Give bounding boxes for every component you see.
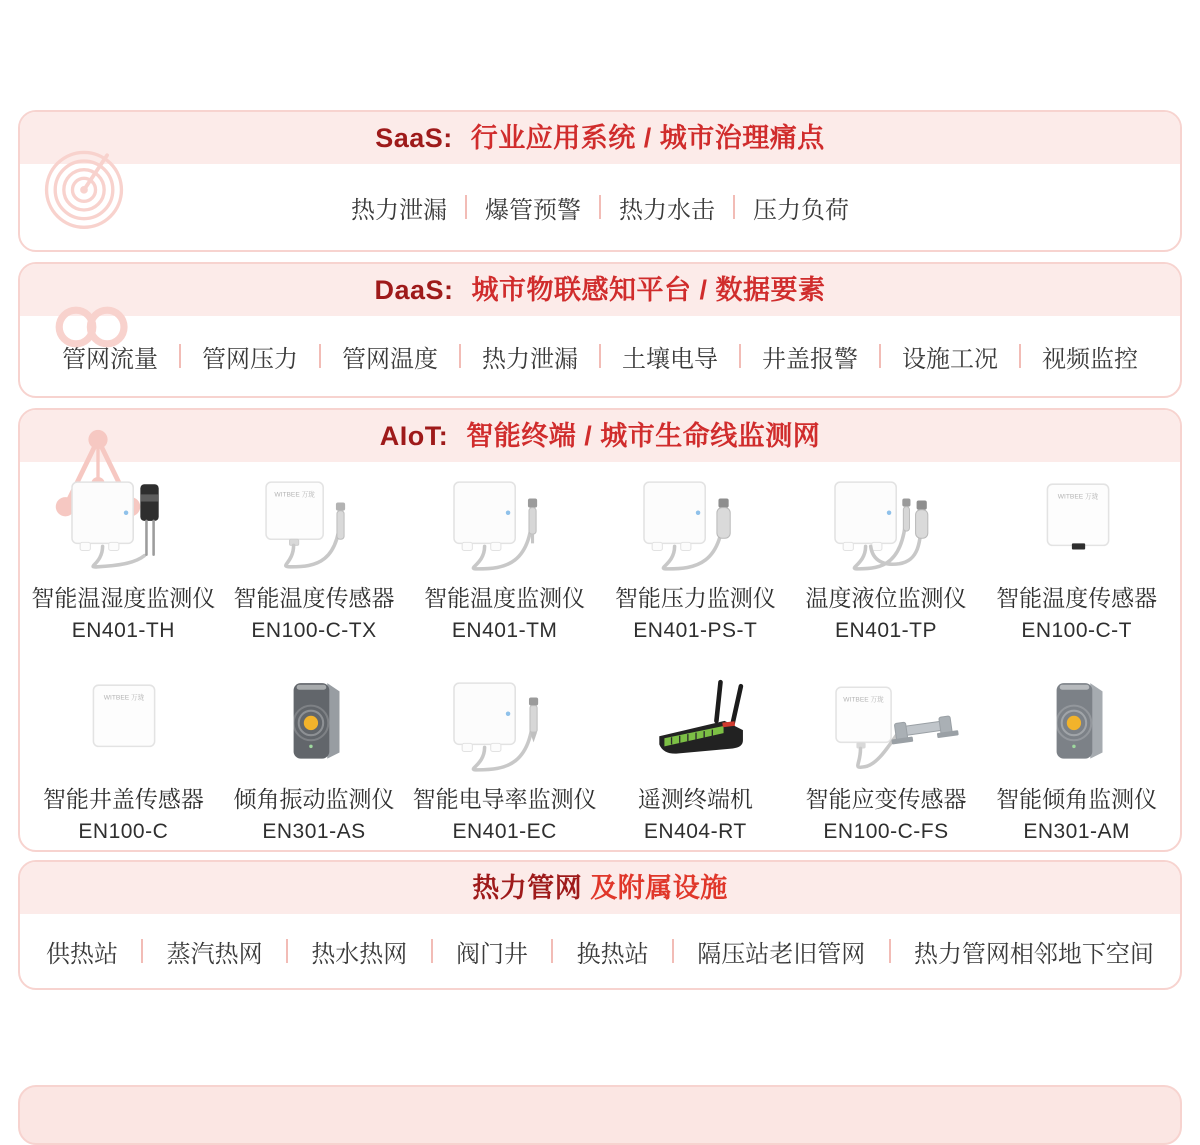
device-model: EN401-TP — [834, 618, 938, 642]
device-name: 智能压力监测仪 — [614, 585, 776, 611]
device-name: 倾角振动监测仪 — [233, 786, 395, 812]
item-separator — [599, 344, 601, 368]
list-item: 热力泄漏 — [351, 196, 447, 224]
svg-text:WITBEE 万珑: WITBEE 万珑 — [843, 696, 884, 704]
item-separator — [599, 195, 601, 219]
device-card — [28, 675, 219, 850]
device-photo — [427, 675, 583, 777]
list-item: 土壤电导 — [622, 345, 718, 373]
device-grid — [20, 462, 1180, 850]
device-card — [409, 675, 600, 850]
item-separator — [879, 344, 881, 368]
device-model: EN401-TH — [71, 618, 175, 642]
aiot-header-prefix: AIoT: — [379, 421, 449, 451]
device-name: 智能温湿度监测仪 — [31, 585, 216, 611]
device-card — [791, 675, 982, 850]
item-separator — [179, 344, 181, 368]
aiot-header-title: 智能终端 / 城市生命线监测网 — [466, 421, 821, 451]
device-name: 智能温度监测仪 — [424, 585, 586, 611]
device-photo — [236, 675, 392, 777]
daas-header-prefix: DaaS: — [374, 275, 454, 305]
item-separator — [739, 344, 741, 368]
device-model: EN100-C-FS — [823, 819, 949, 843]
device-name: 智能应变传感器 — [805, 786, 967, 812]
device-photo — [236, 474, 392, 576]
saas-header — [20, 112, 1180, 164]
list-item: 隔压站老旧管网 — [697, 940, 866, 968]
list-item: 管网流量 — [62, 345, 158, 373]
daas-header-title: 城市物联感知平台 / 数据要素 — [471, 275, 826, 305]
facilities-header-prefix: 热力管网 — [472, 873, 583, 903]
device-photo — [427, 474, 583, 576]
list-item: 蒸汽热网 — [166, 940, 263, 968]
device-name: 智能井盖传感器 — [42, 786, 204, 812]
svg-text:WITBEE 万珑: WITBEE 万珑 — [104, 694, 145, 702]
item-separator — [551, 939, 553, 963]
list-item: 管网温度 — [342, 345, 438, 373]
device-model: EN100-C-T — [1021, 618, 1133, 642]
list-item: 爆管预警 — [485, 196, 581, 224]
device-card — [791, 474, 982, 649]
facilities-header-suffix: 及附属设施 — [590, 873, 728, 903]
device-photo — [617, 675, 773, 777]
list-item: 供热站 — [46, 940, 118, 968]
list-item: 换热站 — [576, 940, 649, 968]
daas-header — [20, 264, 1180, 316]
daas-section — [18, 262, 1182, 398]
device-photo — [45, 675, 201, 777]
device-card — [600, 474, 791, 649]
saas-header-title: 行业应用系统 / 城市治理痛点 — [470, 123, 825, 153]
item-separator — [672, 939, 674, 963]
item-separator — [431, 939, 433, 963]
device-card — [981, 675, 1172, 850]
item-separator — [889, 939, 891, 963]
device-name: 智能倾角监测仪 — [996, 786, 1158, 812]
aiot-section — [18, 408, 1182, 852]
list-item: 井盖报警 — [762, 345, 858, 373]
item-separator — [141, 939, 143, 963]
device-card — [981, 474, 1172, 649]
device-model: EN401-PS-T — [633, 618, 758, 642]
device-photo — [808, 474, 964, 576]
list-item: 设施工况 — [902, 345, 998, 373]
item-separator — [733, 195, 735, 219]
device-model: EN100-C-TX — [251, 618, 377, 642]
device-card — [219, 675, 410, 850]
device-photo — [617, 474, 773, 576]
device-name: 智能电导率监测仪 — [412, 786, 597, 812]
device-card — [600, 675, 791, 850]
device-name: 温度液位监测仪 — [805, 585, 967, 611]
next-section-peek — [18, 1085, 1182, 1145]
item-separator — [1019, 344, 1021, 368]
daas-item-list — [20, 339, 1180, 374]
item-separator — [459, 344, 461, 368]
device-card — [409, 474, 600, 649]
list-item: 视频监控 — [1042, 345, 1138, 373]
aiot-header — [20, 410, 1180, 462]
list-item: 热力泄漏 — [482, 345, 578, 373]
saas-item-list — [20, 190, 1180, 225]
device-photo — [45, 474, 201, 576]
facilities-section — [18, 860, 1182, 990]
device-model: EN401-TM — [451, 618, 558, 642]
device-card — [28, 474, 219, 649]
device-model: EN401-EC — [452, 819, 557, 843]
svg-text:WITBEE 万珑: WITBEE 万珑 — [1057, 493, 1098, 501]
list-item: 管网压力 — [202, 345, 298, 373]
list-item: 热力管网相邻地下空间 — [913, 940, 1154, 968]
device-name: 遥测终端机 — [637, 786, 753, 812]
facilities-header — [20, 862, 1180, 914]
device-photo — [808, 675, 964, 777]
svg-text:WITBEE 万珑: WITBEE 万珑 — [274, 491, 315, 499]
device-model: EN301-AS — [262, 819, 366, 843]
device-model: EN100-C — [78, 819, 169, 843]
device-model: EN404-RT — [643, 819, 747, 843]
device-name: 智能温度传感器 — [996, 585, 1158, 611]
device-photo — [999, 675, 1155, 777]
saas-section — [18, 110, 1182, 252]
list-item: 热水热网 — [311, 940, 408, 968]
facilities-item-list — [20, 934, 1180, 969]
device-name: 智能温度传感器 — [233, 585, 395, 611]
item-separator — [286, 939, 288, 963]
list-item: 热力水击 — [619, 196, 715, 224]
saas-header-prefix: SaaS: — [375, 123, 453, 153]
item-separator — [319, 344, 321, 368]
list-item: 压力负荷 — [753, 196, 849, 224]
device-card — [219, 474, 410, 649]
item-separator — [465, 195, 467, 219]
device-model: EN301-AM — [1023, 819, 1131, 843]
list-item: 阀门井 — [455, 940, 528, 968]
device-photo — [999, 474, 1155, 576]
